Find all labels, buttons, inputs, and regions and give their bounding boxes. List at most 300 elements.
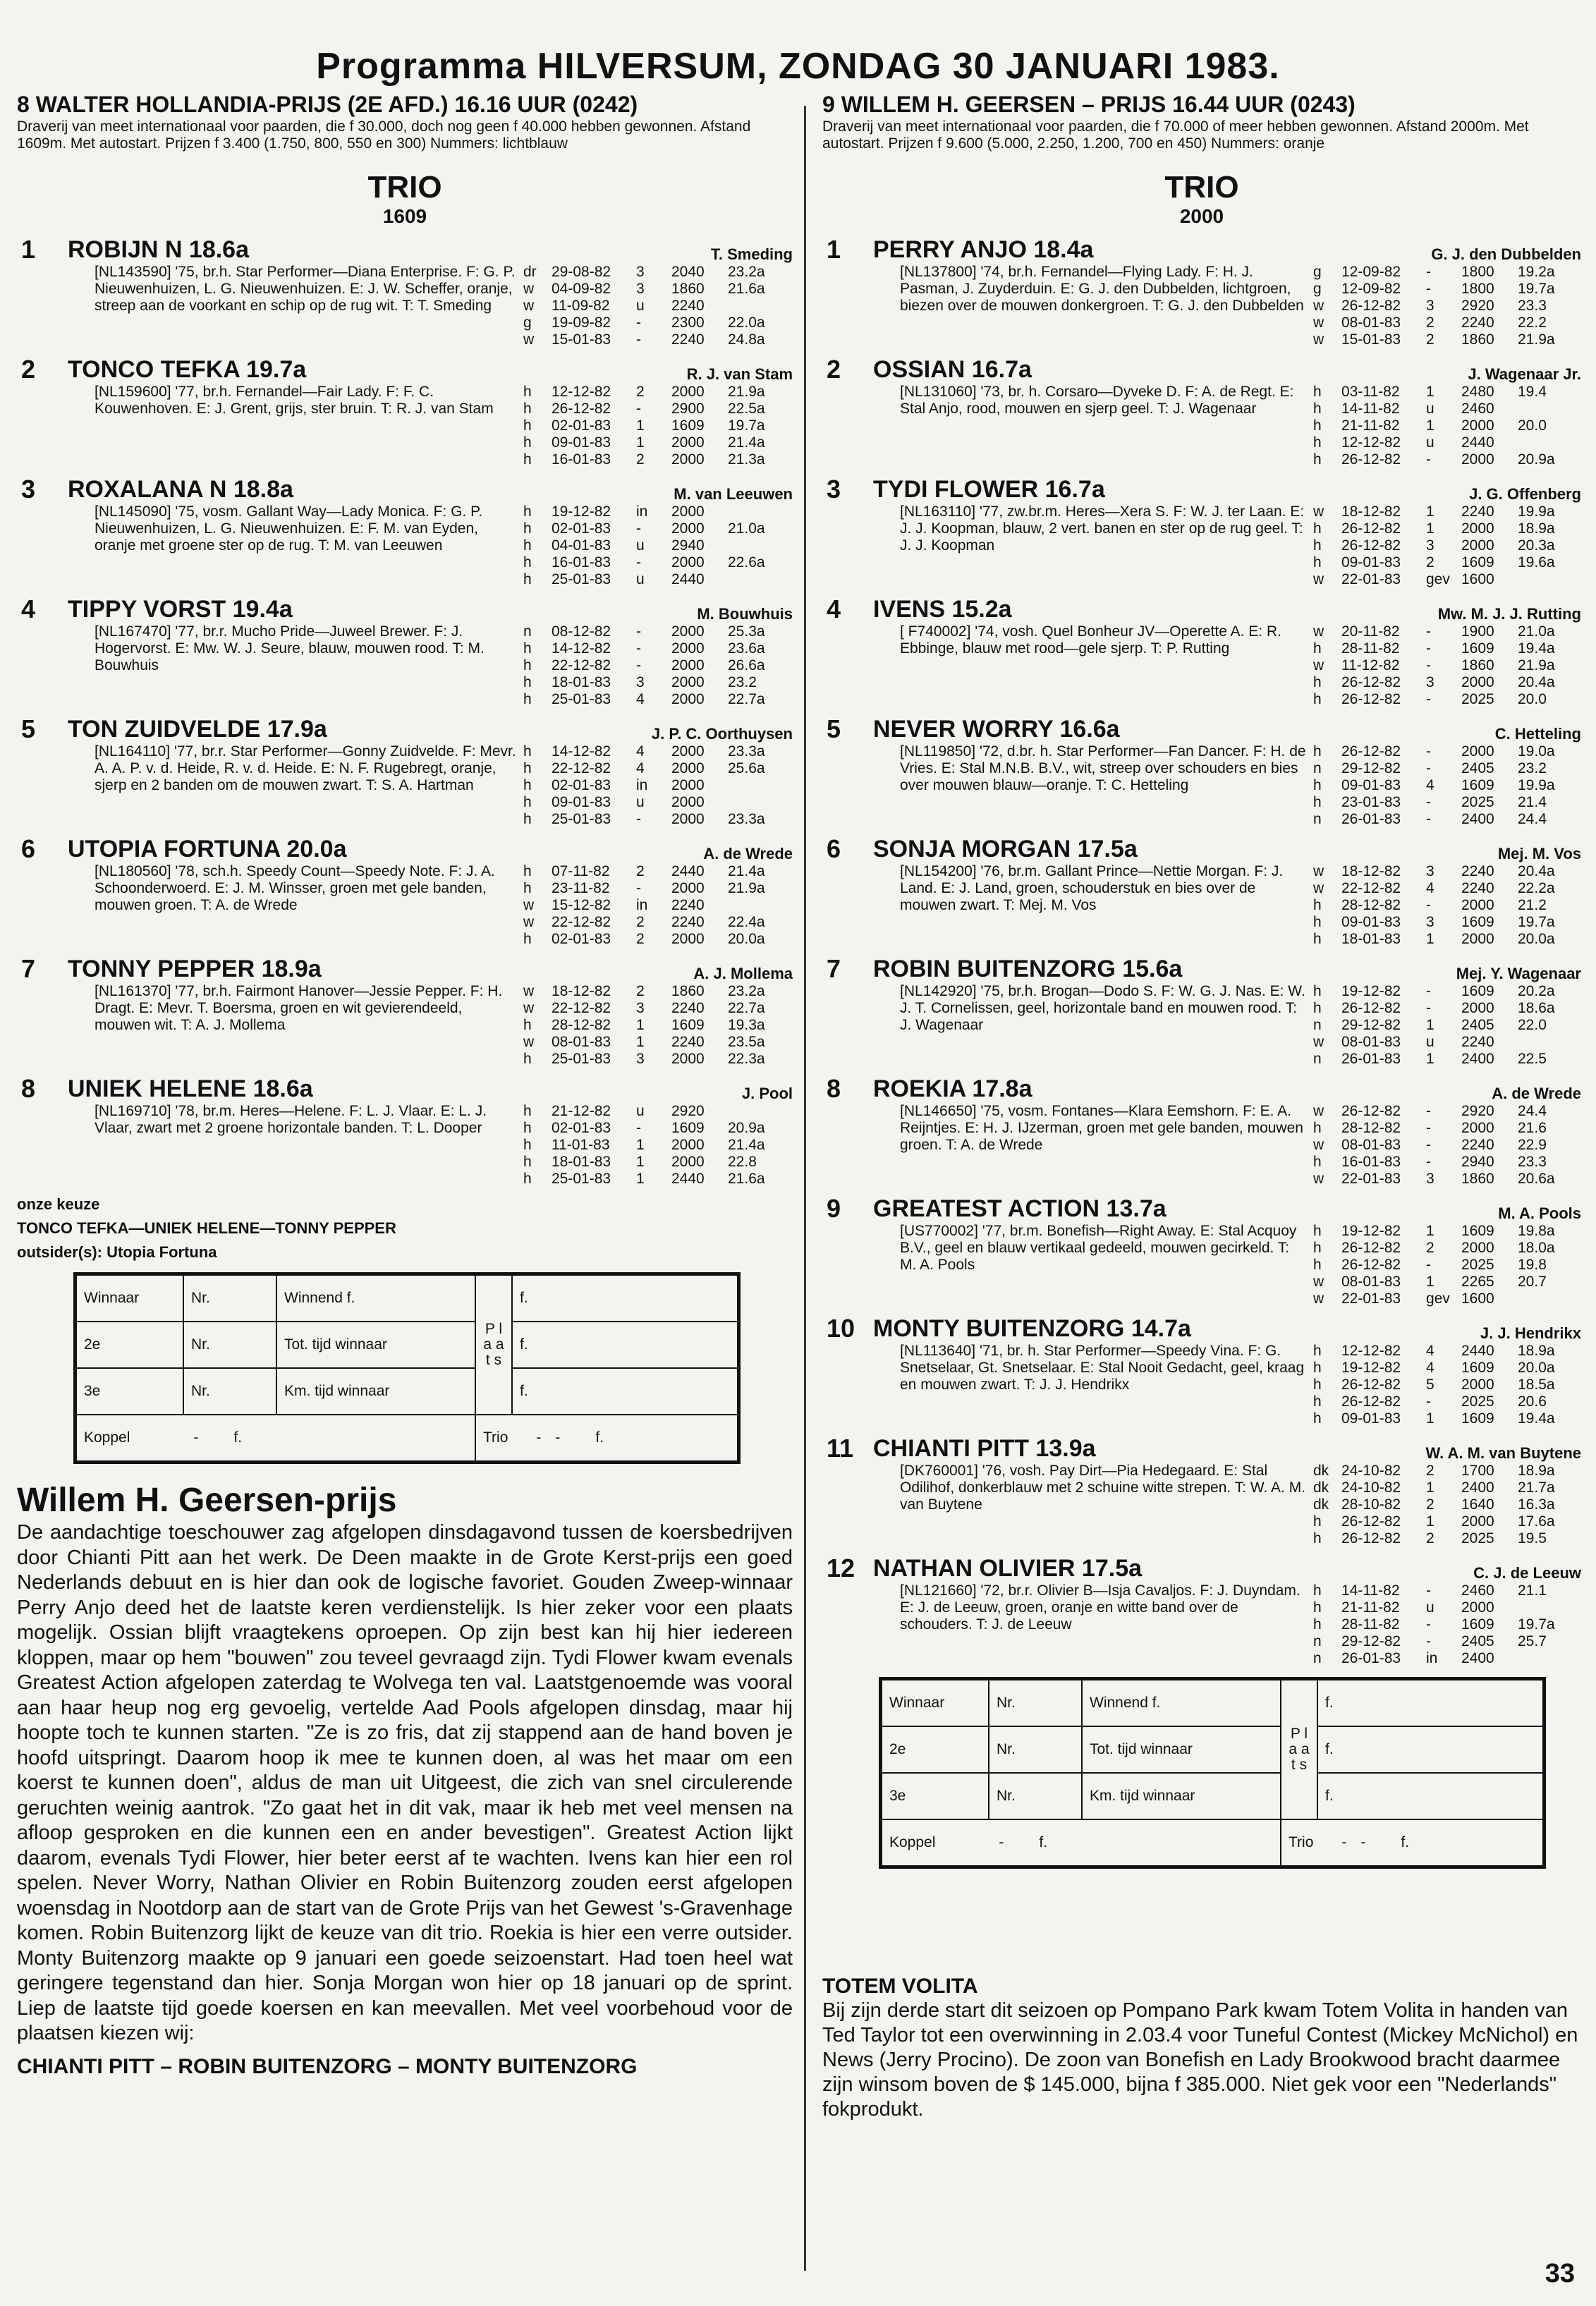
f-label: f.	[1317, 1726, 1543, 1773]
perf-place: 3	[1426, 298, 1434, 314]
perf-distance: 1609	[1461, 1360, 1494, 1376]
performance-row	[1313, 537, 1581, 554]
perf-km-time: 23.2a	[728, 264, 765, 280]
perf-distance: 2405	[1461, 1017, 1494, 1033]
keuze-pick: TONCO TEFKA—UNIEK HELENE—TONNY PEPPER	[17, 1219, 396, 1237]
perf-place: 1	[1426, 1513, 1434, 1530]
perf-date: 18-12-82	[1341, 863, 1401, 879]
horse-description: [NL159600] '77, br.h. Fernandel—Fair Lady. F: F. C. Kouwenhoven. E: J. Grent, grijs, ster bruin. T: R. J. van Stam	[95, 384, 494, 417]
perf-date: 26-01-83	[1341, 1051, 1401, 1067]
perf-place: 2	[636, 914, 645, 930]
performance-list	[523, 1103, 793, 1188]
perf-distance: 2000	[1461, 931, 1494, 947]
dash: -	[536, 1429, 542, 1446]
perf-distance: 2920	[1461, 1103, 1494, 1119]
perf-km-time: 25.6a	[728, 760, 765, 776]
perf-km-time: 22.5	[1518, 1051, 1547, 1067]
perf-km-time: 23.5a	[728, 1034, 765, 1050]
performance-row	[1313, 1000, 1581, 1017]
perf-place: -	[636, 657, 641, 673]
perf-km-time: 19.7a	[728, 417, 765, 434]
performance-row	[1313, 417, 1581, 434]
horse-description: [NL180560] '78, sch.h. Speedy Count—Speedy Note. F: J. A. Schoonderwoerd. E: J. M. Winsser, groen met gele banden, mouwen groen. T: A. de Wrede	[95, 863, 495, 913]
horse-description: [NL131060] '73, br. h. Corsaro—Dyveke D. F: A. de Regt. E: Stal Anjo, rood, mouwen en sjerp geel. T: J. Wagenaar	[900, 384, 1294, 417]
perf-date: 20-11-82	[1341, 623, 1400, 640]
perf-distance: 2000	[671, 1137, 705, 1153]
perf-km-time: 24.8a	[728, 331, 765, 348]
perf-track: w	[1313, 1291, 1324, 1307]
perf-place: -	[1426, 1633, 1431, 1649]
f-label: f.	[512, 1275, 738, 1322]
horse-body	[17, 743, 793, 828]
table-row	[76, 1322, 738, 1368]
perf-distance: 2000	[1461, 897, 1494, 913]
perf-track: h	[1313, 1223, 1322, 1239]
performance-row	[1313, 760, 1581, 777]
f-label: f.	[1317, 1773, 1543, 1819]
perf-date: 15-01-83	[552, 331, 611, 348]
performance-row	[523, 1000, 793, 1017]
perf-track: w	[523, 897, 535, 913]
performance-row	[1313, 1051, 1581, 1068]
perf-place: 1	[636, 1154, 645, 1170]
perf-track: h	[1313, 1530, 1322, 1547]
perf-track: n	[1313, 1051, 1322, 1067]
winner-label: Winnaar	[882, 1680, 989, 1726]
perf-km-time: 19.4	[1518, 384, 1547, 400]
horse-header	[822, 1314, 1581, 1343]
performance-row	[523, 691, 793, 708]
horse-description: [NL169710] '78, br.m. Heres—Helene. F: L. J. Vlaar. E: L. J. Vlaar, zwart met 2 groene horizontale banden. T: L. Dooper	[95, 1103, 487, 1136]
perf-km-time: 22.3a	[728, 1051, 765, 1067]
performance-row	[1313, 1291, 1581, 1307]
perf-distance: 1800	[1461, 264, 1494, 280]
perf-distance: 2000	[1461, 674, 1494, 690]
horse-entry	[822, 595, 1581, 708]
winner-label: Winnaar	[76, 1275, 183, 1322]
perf-date: 24-10-82	[1341, 1480, 1401, 1496]
perf-km-time: 22.0a	[728, 315, 765, 331]
horse-entry	[822, 715, 1581, 828]
f-label: f.	[1401, 1834, 1410, 1850]
horse-name: TYDI FLOWER 16.7a	[873, 476, 1105, 503]
perf-distance: 2940	[671, 537, 705, 554]
horse-trainer: J. G. Offenberg	[1469, 485, 1581, 503]
perf-date: 08-01-83	[1341, 1137, 1401, 1153]
perf-place: 1	[1426, 1274, 1434, 1290]
perf-track: h	[1313, 743, 1322, 759]
performance-row	[523, 794, 793, 811]
perf-track: w	[1313, 571, 1324, 587]
horse-header	[822, 1434, 1581, 1463]
perf-distance: 2000	[671, 657, 705, 673]
perf-track: h	[523, 760, 532, 776]
perf-km-time: 18.9a	[1518, 1463, 1555, 1479]
horse-number: 12	[827, 1554, 855, 1582]
perf-km-time: 16.3a	[1518, 1496, 1555, 1513]
perf-distance: 2025	[1461, 1530, 1494, 1547]
perf-place: 4	[1426, 1360, 1434, 1376]
perf-distance: 2900	[671, 401, 705, 417]
result-table	[881, 1679, 1544, 1867]
performance-row	[523, 983, 793, 1000]
perf-place: 4	[1426, 1343, 1434, 1359]
performance-row	[1313, 1034, 1581, 1051]
perf-distance: 2240	[671, 914, 705, 930]
perf-km-time: 20.3a	[1518, 537, 1555, 554]
horse-header	[17, 1075, 793, 1103]
horse-body	[822, 1582, 1581, 1667]
perf-km-time: 21.4	[1518, 794, 1547, 810]
f-label: f.	[233, 1429, 243, 1446]
perf-track: dk	[1313, 1463, 1329, 1479]
perf-distance: 2240	[671, 897, 705, 913]
perf-track: w	[1313, 315, 1324, 331]
perf-km-time: 19.5	[1518, 1530, 1547, 1547]
perf-km-time	[1518, 434, 1581, 451]
koppel-label: Koppel	[889, 1834, 936, 1850]
horse-number: 2	[21, 355, 36, 384]
perf-date: 02-01-83	[552, 931, 611, 947]
perf-date: 26-12-82	[1341, 743, 1401, 759]
perf-place: -	[1426, 623, 1431, 640]
perf-distance: 2265	[1461, 1274, 1494, 1290]
horse-name: TIPPY VORST 19.4a	[68, 596, 293, 623]
perf-place: 1	[1426, 1410, 1434, 1427]
table-row	[882, 1773, 1543, 1819]
perf-km-time: 19.4a	[1518, 640, 1555, 657]
performance-row	[1313, 674, 1581, 691]
perf-km-time: 23.3	[1518, 298, 1547, 314]
total-time-label: Tot. tijd winnaar	[276, 1322, 475, 1368]
perf-km-time: 18.6a	[1518, 1000, 1555, 1016]
perf-distance: 2460	[1461, 401, 1494, 417]
horse-trainer: J. Pool	[741, 1085, 793, 1102]
horse-entry	[822, 1554, 1581, 1667]
perf-track: g	[1313, 264, 1322, 280]
performance-row	[1313, 1120, 1581, 1137]
race-header: 8 WALTER HOLLANDIA-PRIJS (2E AFD.) 16.16 UUR (0242)	[17, 92, 638, 117]
perf-km-time: 20.7	[1518, 1274, 1547, 1290]
performance-row	[1313, 1463, 1581, 1480]
race-info: Draverij van meet internationaal voor paarden, die f 30.000, doch nog geen f 40.000 hebben gewonnen. Afstand 1609m. Met autostart. Prijzen f 3.400 (1.750, 800, 550 en 300) Nummers: lichtblauw	[17, 118, 751, 152]
perf-distance: 2240	[1461, 863, 1494, 879]
horse-entry	[17, 595, 793, 708]
km-time-label: Km. tijd winnaar	[276, 1368, 475, 1415]
perf-place: 2	[636, 451, 645, 468]
perf-km-time: 22.9	[1518, 1137, 1547, 1153]
performance-row	[1313, 1513, 1581, 1530]
perf-place: 4	[1426, 777, 1434, 793]
performance-row	[1313, 1223, 1581, 1240]
perf-distance: 1609	[671, 1017, 705, 1033]
perf-place: 2	[1426, 554, 1434, 571]
perf-date: 14-12-82	[552, 640, 611, 657]
perf-date: 29-12-82	[1341, 1017, 1401, 1033]
totem-text: Bij zijn derde start dit seizoen op Pompano Park kwam Totem Volita in handen van Ted Taylor tot een overwinning in 2.03.4 voor Tuneful Contest (Mickey McNichol) en News (Jerry Procino). De zoon van Bonefish en Lady Brookwood bracht daarmee zijn winsom boven de $ 145.000, bijna f 385.000. Niet gek voor een "Nederlands" fokprodukt.	[822, 1999, 1578, 2121]
perf-distance: 2440	[1461, 434, 1494, 451]
perf-date: 19-12-82	[1341, 983, 1401, 999]
perf-km-time: 19.8	[1518, 1257, 1547, 1273]
perf-date: 09-01-83	[1341, 1410, 1401, 1427]
perf-km-time: 19.7a	[1518, 914, 1555, 930]
horse-name: TONNY PEPPER 18.9a	[68, 956, 322, 982]
f-label: f.	[512, 1368, 738, 1415]
table-row	[882, 1819, 1543, 1866]
perf-date: 02-01-83	[552, 777, 611, 793]
perf-km-time: 20.9a	[728, 1120, 765, 1136]
performance-row	[1313, 1599, 1581, 1616]
perf-km-time: 20.6	[1518, 1393, 1547, 1410]
perf-km-time: 24.4	[1518, 1103, 1547, 1119]
perf-track: w	[523, 281, 535, 297]
performance-list	[523, 504, 793, 588]
perf-distance: 2025	[1461, 691, 1494, 707]
perf-track: h	[523, 434, 532, 451]
horse-name: OSSIAN 16.7a	[873, 356, 1032, 383]
performance-row	[1313, 520, 1581, 537]
totem-title: TOTEM VOLITA	[822, 1975, 978, 1998]
perf-track: h	[1313, 1343, 1322, 1359]
performance-row	[523, 880, 793, 897]
perf-track: h	[1313, 401, 1322, 417]
horse-trainer: J. P. C. Oorthuysen	[651, 725, 793, 743]
perf-track: h	[1313, 1582, 1322, 1599]
trio-cell	[475, 1415, 738, 1461]
horse-name: CHIANTI PITT 13.9a	[873, 1435, 1096, 1462]
horse-number: 4	[827, 594, 841, 623]
perf-distance: 2000	[1461, 1513, 1494, 1530]
perf-km-time: 23.2a	[728, 983, 765, 999]
perf-date: 28-12-82	[1341, 1120, 1401, 1136]
horse-entry	[17, 835, 793, 948]
perf-place: -	[1426, 1103, 1431, 1119]
perf-distance: 2400	[1461, 1051, 1494, 1067]
perf-km-time: 21.6	[1518, 1120, 1547, 1136]
horse-number: 10	[827, 1314, 855, 1343]
perf-date: 25-01-83	[552, 1051, 611, 1067]
perf-distance: 2000	[671, 674, 705, 690]
perf-place: 2	[1426, 1496, 1434, 1513]
perf-date: 04-01-83	[552, 537, 611, 554]
performance-row	[523, 811, 793, 828]
perf-km-time	[1518, 571, 1581, 588]
perf-km-time: 23.6a	[728, 640, 765, 657]
perf-km-time: 21.7a	[1518, 1480, 1555, 1496]
performance-row	[523, 264, 793, 281]
horse-header	[822, 1075, 1581, 1103]
horse-entry	[17, 475, 793, 588]
performance-row	[1313, 1257, 1581, 1274]
performance-row	[1313, 571, 1581, 588]
perf-place: u	[1426, 401, 1434, 417]
perf-km-time: 18.5a	[1518, 1377, 1555, 1393]
perf-track: h	[1313, 1377, 1322, 1393]
perf-track: h	[523, 417, 532, 434]
horse-trainer: Mej. M. Vos	[1497, 845, 1581, 862]
horse-body	[822, 743, 1581, 828]
perf-km-time	[1518, 401, 1581, 417]
performance-row	[1313, 1240, 1581, 1257]
horse-entry	[822, 355, 1581, 468]
horse-entry	[822, 1434, 1581, 1547]
perf-date: 02-01-83	[552, 1120, 611, 1136]
horse-body	[822, 384, 1581, 468]
perf-place: in	[636, 504, 648, 520]
result-form	[879, 1677, 1546, 1869]
perf-distance: 2920	[671, 1103, 705, 1119]
winnend-label: Winnend f.	[276, 1275, 475, 1322]
perf-date: 11-12-82	[1341, 657, 1400, 673]
perf-place: 1	[1426, 1017, 1434, 1033]
km-time-label: Km. tijd winnaar	[1082, 1773, 1281, 1819]
perf-km-time	[728, 504, 791, 520]
perf-track: h	[1313, 520, 1322, 537]
performance-row	[523, 1103, 793, 1120]
perf-place: -	[636, 623, 641, 640]
horse-name: PERRY ANJO 18.4a	[873, 236, 1094, 263]
perf-place: in	[1426, 1650, 1438, 1666]
perf-distance: 2040	[671, 264, 705, 280]
perf-km-time: 23.2	[728, 674, 757, 690]
horse-list	[822, 236, 1581, 1667]
perf-km-time: 21.9a	[1518, 331, 1555, 348]
perf-km-time	[728, 571, 791, 588]
perf-date: 26-12-82	[1341, 1393, 1401, 1410]
perf-distance: 2920	[1461, 298, 1494, 314]
perf-distance: 2000	[671, 931, 705, 947]
perf-track: h	[1313, 451, 1322, 468]
horse-number: 5	[827, 714, 841, 743]
horse-name: IVENS 15.2a	[873, 596, 1012, 623]
perf-track: w	[523, 331, 535, 348]
perf-date: 14-12-82	[552, 743, 611, 759]
keuze-label: onze keuze	[17, 1195, 100, 1213]
performance-row	[1313, 384, 1581, 401]
trio-heading: TRIO	[1164, 170, 1239, 205]
perf-place: -	[1426, 451, 1431, 468]
perf-track: w	[1313, 1274, 1324, 1290]
perf-track: h	[1313, 640, 1322, 657]
perf-distance: 2000	[671, 1051, 705, 1067]
result-table	[75, 1274, 738, 1462]
horse-description: [NL142920] '75, br.h. Brogan—Dodo S. F: W. G. J. Nas. E: W. J. T. Cornelissen, geel, horizontale band en mouwen rood. T: J. Wagenaar	[900, 983, 1305, 1033]
perf-track: n	[1313, 1650, 1322, 1666]
perf-distance: 2240	[671, 331, 705, 348]
perf-place: 4	[1426, 880, 1434, 896]
horse-trainer: Mej. Y. Wagenaar	[1456, 965, 1581, 982]
performance-row	[1313, 914, 1581, 931]
perf-distance: 2000	[671, 504, 705, 520]
perf-date: 29-12-82	[1341, 760, 1401, 776]
perf-track: w	[1313, 863, 1324, 879]
perf-km-time: 22.2	[1518, 315, 1547, 331]
perf-place: 3	[636, 281, 645, 297]
performance-row	[1313, 1650, 1581, 1667]
performance-list	[1313, 1223, 1581, 1307]
perf-distance: 2000	[1461, 1000, 1494, 1016]
perf-track: h	[523, 1137, 532, 1153]
performance-row	[523, 315, 793, 331]
perf-track: h	[1313, 554, 1322, 571]
performance-row	[523, 914, 793, 931]
perf-date: 16-01-83	[552, 554, 611, 571]
perf-place: u	[1426, 1599, 1434, 1616]
performance-row	[1313, 931, 1581, 948]
perf-date: 26-01-83	[1341, 811, 1401, 827]
trio-label: Trio	[483, 1429, 508, 1446]
performance-row	[523, 1137, 793, 1154]
perf-distance: 2000	[671, 691, 705, 707]
horse-description: [NL161370] '77, br.h. Fairmont Hanover—Jessie Pepper. F: H. Dragt. E: Mevr. T. Boersma, groen en wit gevierendeeld, mouwen wit. T: A. J. Mollema	[95, 983, 503, 1033]
perf-date: 19-12-82	[1341, 1360, 1401, 1376]
perf-track: h	[523, 811, 532, 827]
perf-date: 11-09-82	[552, 298, 610, 314]
perf-track: g	[1313, 281, 1322, 297]
perf-distance: 2940	[1461, 1154, 1494, 1170]
perf-place: -	[1426, 1137, 1431, 1153]
perf-track: h	[523, 401, 532, 417]
perf-km-time	[1518, 1650, 1581, 1667]
horse-body	[17, 1103, 793, 1188]
performance-row	[1313, 1496, 1581, 1513]
total-time-label: Tot. tijd winnaar	[1082, 1726, 1281, 1773]
perf-km-time: 20.9a	[1518, 451, 1555, 468]
performance-row	[523, 537, 793, 554]
perf-place: 1	[1426, 931, 1434, 947]
nr-label: Nr.	[989, 1773, 1082, 1819]
perf-place: -	[1426, 760, 1431, 776]
perf-distance: 2000	[671, 811, 705, 827]
perf-distance: 2300	[671, 315, 705, 331]
perf-track: n	[1313, 1017, 1322, 1033]
perf-km-time: 22.7a	[728, 1000, 765, 1016]
perf-distance: 2000	[671, 520, 705, 537]
perf-date: 09-01-83	[1341, 554, 1401, 571]
perf-date: 26-12-82	[1341, 691, 1401, 707]
performance-row	[1313, 743, 1581, 760]
perf-track: w	[1313, 880, 1324, 896]
performance-row	[523, 863, 793, 880]
horse-number: 8	[21, 1074, 36, 1103]
perf-km-time: 19.8a	[1518, 1223, 1555, 1239]
perf-distance: 2025	[1461, 1393, 1494, 1410]
performance-row	[1313, 1343, 1581, 1360]
horse-header	[822, 1195, 1581, 1223]
winnend-label: Winnend f.	[1082, 1680, 1281, 1726]
perf-place: 2	[1426, 331, 1434, 348]
perf-distance: 1609	[1461, 640, 1494, 657]
perf-distance: 1640	[1461, 1496, 1494, 1513]
perf-date: 26-01-83	[1341, 1650, 1401, 1666]
perf-track: h	[523, 537, 532, 554]
perf-track: h	[1313, 1257, 1322, 1273]
horse-entry	[17, 955, 793, 1068]
perf-track: h	[1313, 1154, 1322, 1170]
perf-track: w	[523, 298, 535, 314]
perf-distance: 2460	[1461, 1582, 1494, 1599]
perf-place: 1	[1426, 520, 1434, 537]
perf-km-time: 23.2	[1518, 760, 1547, 776]
performance-row	[1313, 1480, 1581, 1496]
perf-place: -	[1426, 1393, 1431, 1410]
perf-place: 1	[636, 1017, 645, 1033]
performance-row	[1313, 1154, 1581, 1171]
performance-row	[1313, 1103, 1581, 1120]
perf-track: n	[1313, 811, 1322, 827]
perf-km-time: 21.4a	[728, 863, 765, 879]
horse-header	[17, 475, 793, 504]
